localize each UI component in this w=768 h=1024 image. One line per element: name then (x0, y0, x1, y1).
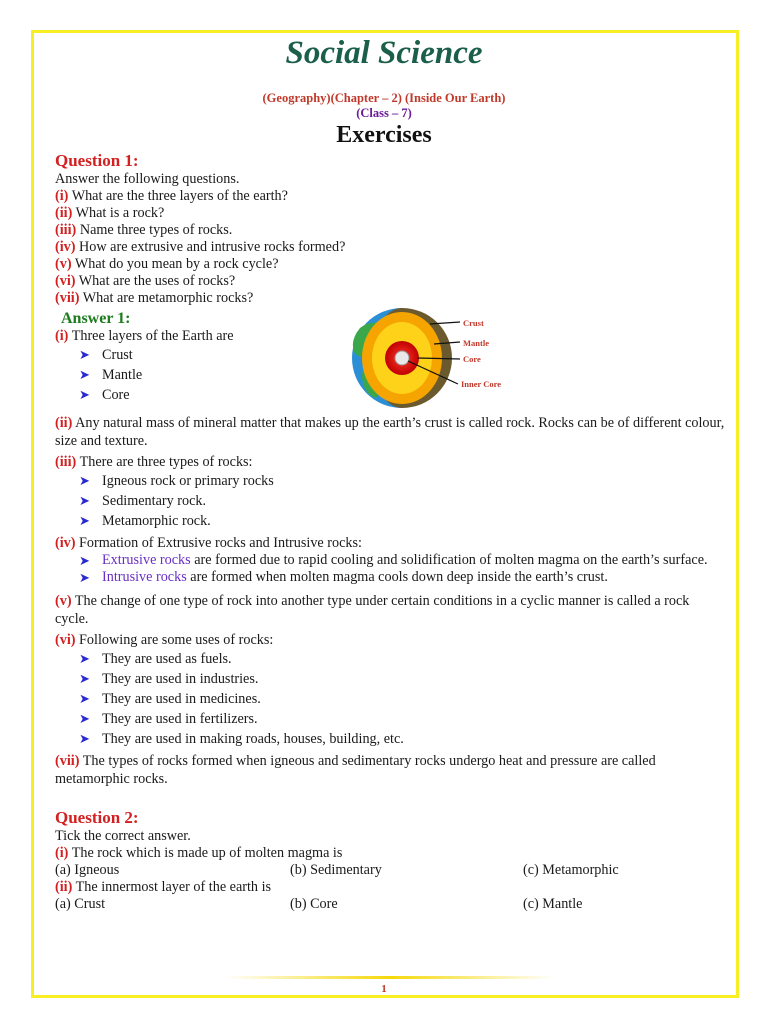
chapter-subtitle: (Geography)(Chapter – 2) (Inside Our Earth) (262, 91, 506, 105)
arrow-bullet-icon: ➤ (79, 731, 90, 746)
inner-core-layer (395, 351, 409, 365)
question-2-heading: Question 2: (55, 808, 139, 827)
answer-vii: (vii) The types of rocks formed when igneous and sedimentary rocks undergo heat and pressure are called metamorphic rocks. (55, 753, 656, 787)
option-c[interactable]: (c) Mantle (523, 896, 583, 912)
option-a[interactable]: (a) Igneous (55, 862, 120, 878)
answer-vi: (vi) Following are some uses of rocks: (55, 632, 274, 648)
list-item: ➤ Igneous rock or primary rocks (79, 473, 274, 489)
content (55, 151, 725, 913)
list-item: ➤ They are used in fertilizers. (79, 711, 258, 727)
arrow-bullet-icon: ➤ (79, 347, 90, 362)
question-2-instruction: Tick the correct answer. (55, 828, 191, 844)
question-item: (iii) Name three types of rocks. (55, 222, 233, 238)
list-item: ➤ They are used in making roads, houses, building, etc. (79, 731, 404, 747)
answer-iii: (iii) There are three types of rocks: (55, 454, 253, 470)
question-item: (iv) How are extrusive and intrusive rocks formed? (55, 239, 346, 255)
list-item: ➤ Intrusive rocks are formed when molten magma cools down deep inside the earth’s crust. (79, 569, 608, 585)
earth-layers-diagram (330, 306, 520, 410)
list-item: ➤ They are used in medicines. (79, 691, 261, 707)
question-item: (i) What are the three layers of the earth? (55, 188, 288, 204)
question-1-instruction: Answer the following questions. (55, 171, 240, 187)
question-item: (ii) What is a rock? (55, 205, 165, 221)
question-1-heading: Question 1: (55, 151, 139, 170)
arrow-bullet-icon: ➤ (79, 570, 90, 585)
arrow-bullet-icon: ➤ (79, 473, 90, 488)
list-item: ➤ They are used as fuels. (79, 651, 232, 667)
arrow-bullet-icon: ➤ (79, 553, 90, 568)
option-a[interactable]: (a) Crust (55, 896, 106, 912)
arrow-bullet-icon: ➤ (79, 691, 90, 706)
list-item: ➤ Mantle (79, 367, 143, 383)
option-b[interactable]: (b) Sedimentary (290, 862, 382, 878)
label-mantle: Mantle (463, 338, 489, 348)
arrow-bullet-icon: ➤ (79, 387, 90, 402)
list-item: ➤ Crust (79, 347, 133, 363)
question-item: (v) What do you mean by a rock cycle? (55, 256, 279, 272)
question-item: (ii) The innermost layer of the earth is (55, 879, 272, 895)
page-title: Social Science (285, 35, 483, 71)
intrusive-term: Intrusive rocks (102, 569, 187, 585)
list-item: ➤ They are used in industries. (79, 671, 259, 687)
list-item: ➤ Core (79, 387, 130, 403)
extrusive-term: Extrusive rocks (102, 552, 191, 568)
label-core: Core (463, 354, 481, 364)
arrow-bullet-icon: ➤ (79, 711, 90, 726)
option-b[interactable]: (b) Core (290, 896, 338, 912)
answer-i: (i) Three layers of the Earth are (55, 328, 234, 344)
option-row (55, 862, 725, 879)
label-crust: Crust (463, 318, 484, 328)
answer-iv: (iv) Formation of Extrusive rocks and Intrusive rocks: (55, 535, 362, 551)
arrow-bullet-icon: ➤ (79, 513, 90, 528)
arrow-bullet-icon: ➤ (79, 367, 90, 382)
question-item: (vii) What are metamorphic rocks? (55, 290, 254, 306)
section-heading: Exercises (336, 122, 432, 148)
footer-divider (225, 976, 555, 979)
arrow-bullet-icon: ➤ (79, 493, 90, 508)
answer-ii: (ii) Any natural mass of mineral matter that makes up the earth’s crust is called rock. Rocks can be of different colour, size and texture. (55, 415, 725, 449)
label-inner-core: Inner Core (461, 379, 502, 389)
list-item: ➤ Metamorphic rock. (79, 513, 211, 529)
option-row (55, 896, 725, 913)
option-c[interactable]: (c) Metamorphic (523, 862, 619, 878)
answer-v: (v) The change of one type of rock into another type under certain conditions in a cyclic manner is called a rock cycle. (55, 593, 690, 627)
question-item: (i) The rock which is made up of molten magma is (55, 845, 343, 861)
list-item: ➤ Extrusive rocks are formed due to rapid cooling and solidification of molten magma on the earth’s surface. (79, 552, 708, 568)
list-item: ➤ Sedimentary rock. (79, 493, 207, 509)
question-item: (vi) What are the uses of rocks? (55, 273, 236, 289)
class-line: (Class – 7) (356, 106, 412, 120)
arrow-bullet-icon: ➤ (79, 671, 90, 686)
arrow-bullet-icon: ➤ (79, 651, 90, 666)
page-number: 1 (381, 983, 387, 995)
answer-1-heading: Answer 1: (61, 310, 131, 327)
